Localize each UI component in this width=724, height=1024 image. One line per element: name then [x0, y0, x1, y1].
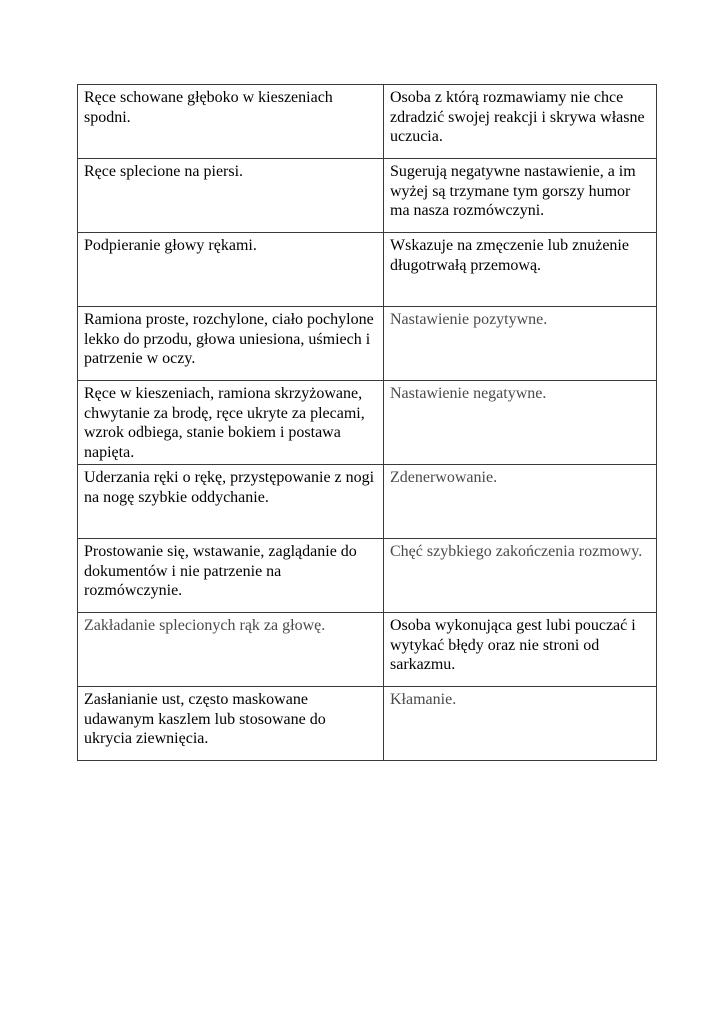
meaning-cell: Kłamanie.: [384, 687, 657, 761]
gesture-cell: Podpieranie głowy rękami.: [78, 233, 384, 307]
gesture-cell: Ręce w kieszeniach, ramiona skrzyżowane, chwytanie za brodę, ręce ukryte za plecami, wzrok odbiega, stanie bokiem i postawa napięta.: [78, 381, 384, 465]
meaning-cell: Osoba z którą rozmawiamy nie chce zdradzić swojej reakcji i skrywa własne uczucia.: [384, 85, 657, 159]
gesture-cell: Ramiona proste, rozchylone, ciało pochylone lekko do przodu, głowa uniesiona, uśmiech i patrzenie w oczy.: [78, 307, 384, 381]
table-row: [78, 687, 657, 761]
table-row: [78, 233, 657, 307]
table-row: [78, 381, 657, 465]
gesture-cell: Ręce schowane głęboko w kieszeniach spodni.: [78, 85, 384, 159]
meaning-cell: Nastawienie pozytywne.: [384, 307, 657, 381]
table-row: [78, 85, 657, 159]
gesture-cell: Uderzania ręki o rękę, przystępowanie z nogi na nogę szybkie oddychanie.: [78, 465, 384, 539]
meaning-cell: Chęć szybkiego zakończenia rozmowy.: [384, 539, 657, 613]
gestures-table: [77, 84, 657, 761]
meaning-cell: Osoba wykonująca gest lubi pouczać i wytykać błędy oraz nie stroni od sarkazmu.: [384, 613, 657, 687]
meaning-cell: Zdenerwowanie.: [384, 465, 657, 539]
gesture-cell: Zakładanie splecionych rąk za głowę.: [78, 613, 384, 687]
table-row: [78, 465, 657, 539]
gesture-cell: Zasłanianie ust, często maskowane udawanym kaszlem lub stosowane do ukrycia ziewnięcia.: [78, 687, 384, 761]
table-row: [78, 159, 657, 233]
meaning-cell: Nastawienie negatywne.: [384, 381, 657, 465]
meaning-cell: Wskazuje na zmęczenie lub znużenie długotrwałą przemową.: [384, 233, 657, 307]
gesture-cell: Prostowanie się, wstawanie, zaglądanie do dokumentów i nie patrzenie na rozmówczynie.: [78, 539, 384, 613]
table-row: [78, 613, 657, 687]
table-row: [78, 307, 657, 381]
gesture-cell: Ręce splecione na piersi.: [78, 159, 384, 233]
table-row: [78, 539, 657, 613]
meaning-cell: Sugerują negatywne nastawienie, a im wyżej są trzymane tym gorszy humor ma nasza rozmówczyni.: [384, 159, 657, 233]
